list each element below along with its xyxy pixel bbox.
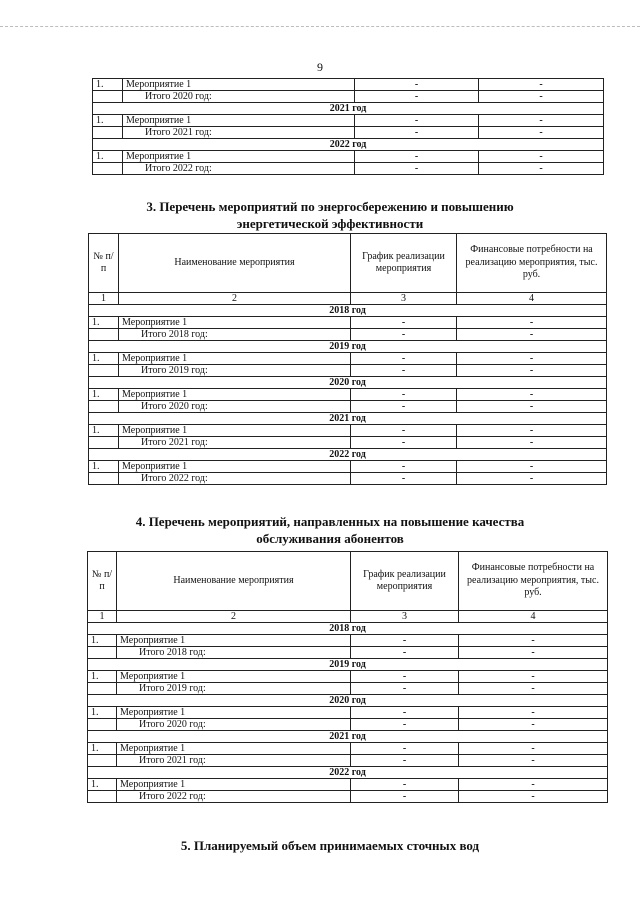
financing-cell: - [459,671,608,683]
financing-cell: - [457,437,607,449]
col-number-2: 2 [117,611,351,623]
total-row [88,755,608,767]
total-row [93,91,604,103]
scan-artifact-line [0,26,640,27]
row-number: 1. [88,635,117,647]
row-number: 1. [88,707,117,719]
year-label: 2021 год [89,413,607,425]
schedule-cell: - [351,365,457,377]
row-number [93,91,123,103]
measure-name: Мероприятие 1 [119,389,351,401]
col-number-4: 4 [457,293,607,305]
total-label: Итого 2021 год: [119,437,351,449]
schedule-cell: - [355,115,479,127]
measure-name: Мероприятие 1 [119,353,351,365]
page-number: 9 [317,60,323,74]
total-label: Итого 2021 год: [117,755,351,767]
measure-name: Мероприятие 1 [117,671,351,683]
financing-cell: - [459,719,608,731]
schedule-cell: - [351,425,457,437]
row-number: 1. [89,353,119,365]
table-row [89,353,607,365]
year-label: 2022 год [88,767,608,779]
year-label: 2020 год [89,377,607,389]
col-header-number: № п/п [88,552,117,611]
financing-cell: - [479,115,604,127]
col-header-measure-name: Наименование мероприятия [119,234,351,293]
total-row [89,437,607,449]
total-label: Итого 2018 год: [119,329,351,341]
schedule-cell: - [351,671,459,683]
row-number: 1. [88,743,117,755]
energy-saving-measures-table [88,233,607,485]
col-header-schedule: График реализации мероприятия [351,552,459,611]
measure-name: Мероприятие 1 [123,151,355,163]
service-quality-measures-table [87,551,608,803]
financing-cell: - [457,329,607,341]
total-row [89,329,607,341]
year-label: 2020 год [88,695,608,707]
section-3-heading-line2: энергетической эффективности [236,215,424,231]
year-row [89,341,607,353]
year-row [89,305,607,317]
year-label: 2019 год [89,341,607,353]
financing-cell: - [459,707,608,719]
row-number: 1. [89,461,119,473]
row-number [89,365,119,377]
financing-cell: - [479,163,604,175]
total-label: Итого 2022 год: [123,163,355,175]
financing-cell: - [459,779,608,791]
financing-cell: - [479,79,604,91]
schedule-cell: - [351,437,457,449]
total-row [93,163,604,175]
total-label: Итого 2021 год: [123,127,355,139]
schedule-cell: - [351,353,457,365]
schedule-cell: - [351,461,457,473]
measure-name: Мероприятие 1 [119,317,351,329]
row-number [88,791,117,803]
total-row [88,647,608,659]
year-label: 2019 год [88,659,608,671]
row-number [89,329,119,341]
col-number-2: 2 [119,293,351,305]
row-number [89,473,119,485]
col-number-4: 4 [459,611,608,623]
row-number [88,647,117,659]
year-row [88,695,608,707]
measure-name: Мероприятие 1 [117,707,351,719]
col-header-number: № п/п [89,234,119,293]
total-row [89,365,607,377]
year-label: 2018 год [88,623,608,635]
schedule-cell: - [351,719,459,731]
schedule-cell: - [355,79,479,91]
schedule-cell: - [351,401,457,413]
row-number: 1. [93,79,123,91]
col-header-measure-name: Наименование мероприятия [117,552,351,611]
section-3-heading-line1: 3. Перечень мероприятий по энергосбережению и повышению [146,199,514,214]
row-number [88,755,117,767]
row-number: 1. [89,425,119,437]
row-number: 1. [89,317,119,329]
year-row [93,103,604,115]
section-4-heading-line2: обслуживания абонентов [256,530,404,546]
schedule-cell: - [355,91,479,103]
table-row [93,79,604,91]
financing-cell: - [457,473,607,485]
year-label: 2018 год [89,305,607,317]
schedule-cell: - [351,791,459,803]
row-number: 1. [88,779,117,791]
table-row [88,707,608,719]
section-4-heading-line1: 4. Перечень мероприятий, направленных на повышение качества [135,514,525,529]
schedule-cell: - [351,389,457,401]
financing-cell: - [459,683,608,695]
schedule-cell: - [351,329,457,341]
table-row [88,743,608,755]
financing-cell: - [479,151,604,163]
table-row [89,317,607,329]
total-row [89,473,607,485]
table-row [88,779,608,791]
financing-cell: - [457,401,607,413]
year-label: 2022 год [89,449,607,461]
financing-cell: - [459,791,608,803]
schedule-cell: - [351,317,457,329]
year-label: 2021 год [93,103,604,115]
year-row [89,449,607,461]
year-row [88,731,608,743]
financing-cell: - [459,755,608,767]
total-row [88,683,608,695]
row-number: 1. [88,671,117,683]
financing-cell: - [457,425,607,437]
financing-cell: - [457,365,607,377]
schedule-cell: - [355,163,479,175]
schedule-cell: - [351,647,459,659]
financing-cell: - [457,389,607,401]
total-row [93,127,604,139]
col-number-3: 3 [351,293,457,305]
col-header-schedule: График реализации мероприятия [351,234,457,293]
measure-name: Мероприятие 1 [117,779,351,791]
section-5-heading: 5. Планируемый объем принимаемых сточных вод [180,838,480,853]
section-4-heading [60,514,600,548]
continuation-table [92,78,604,175]
col-header-financing: Финансовые потребности на реализацию мероприятия, тыс. руб. [459,552,608,611]
schedule-cell: - [351,473,457,485]
year-row [89,377,607,389]
year-label: 2022 год [93,139,604,151]
financing-cell: - [459,647,608,659]
table-row [88,635,608,647]
total-label: Итого 2020 год: [117,719,351,731]
financing-cell: - [457,317,607,329]
schedule-cell: - [351,743,459,755]
row-number [89,401,119,413]
col-header-financing: Финансовые потребности на реализацию мероприятия, тыс. руб. [457,234,607,293]
year-row [88,659,608,671]
total-label: Итого 2022 год: [117,791,351,803]
measure-name: Мероприятие 1 [119,461,351,473]
financing-cell: - [459,743,608,755]
financing-cell: - [479,127,604,139]
year-label: 2021 год [88,731,608,743]
total-row [88,719,608,731]
table-row [89,461,607,473]
row-number [88,683,117,695]
schedule-cell: - [351,779,459,791]
section-3-heading [60,199,600,233]
total-label: Итого 2022 год: [119,473,351,485]
measure-name: Мероприятие 1 [117,635,351,647]
financing-cell: - [479,91,604,103]
col-number-1: 1 [89,293,119,305]
table-row [93,115,604,127]
col-number-3: 3 [351,611,459,623]
total-label: Итого 2020 год: [119,401,351,413]
total-label: Итого 2019 год: [117,683,351,695]
schedule-cell: - [351,755,459,767]
year-row [88,767,608,779]
year-row [93,139,604,151]
schedule-cell: - [351,683,459,695]
schedule-cell: - [351,707,459,719]
financing-cell: - [457,353,607,365]
financing-cell: - [459,635,608,647]
row-number [88,719,117,731]
measure-name: Мероприятие 1 [123,115,355,127]
table-row [89,389,607,401]
total-label: Итого 2020 год: [123,91,355,103]
year-row [88,623,608,635]
total-row [89,401,607,413]
measure-name: Мероприятие 1 [119,425,351,437]
row-number: 1. [89,389,119,401]
total-label: Итого 2019 год: [119,365,351,377]
schedule-cell: - [355,127,479,139]
financing-cell: - [457,461,607,473]
row-number [89,437,119,449]
row-number [93,163,123,175]
row-number: 1. [93,151,123,163]
schedule-cell: - [355,151,479,163]
total-row [88,791,608,803]
table-row [89,425,607,437]
measure-name: Мероприятие 1 [117,743,351,755]
col-number-1: 1 [88,611,117,623]
row-number [93,127,123,139]
table-row [88,671,608,683]
table-row [93,151,604,163]
row-number: 1. [93,115,123,127]
total-label: Итого 2018 год: [117,647,351,659]
measure-name: Мероприятие 1 [123,79,355,91]
year-row [89,413,607,425]
schedule-cell: - [351,635,459,647]
